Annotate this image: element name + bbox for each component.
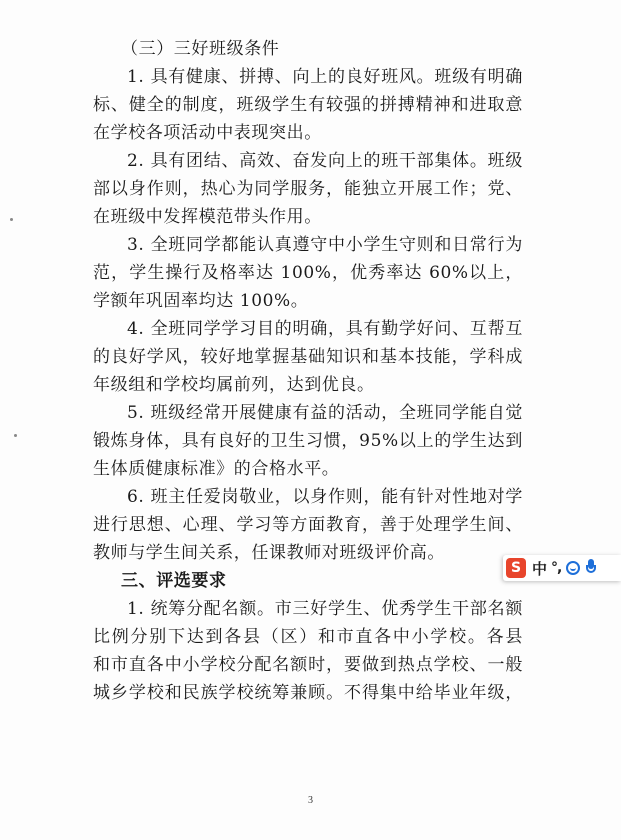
page-number: 3	[308, 795, 313, 806]
paragraph-line: 1. 统筹分配名额。市三好学生、优秀学生干部名额	[127, 599, 523, 619]
main-heading: 三、评选要求	[121, 571, 227, 591]
paragraph-6	[93, 483, 523, 567]
paragraph-line: 年级组和学校均属前列，达到优良。	[93, 375, 375, 395]
paragraph-line: 进行思想、心理、学习等方面教育，善于处理学生间、	[93, 515, 523, 535]
paragraph-line: 学额年巩固率均达 100%。	[93, 291, 309, 311]
paragraph-1	[93, 63, 523, 147]
paragraph-line: 在班级中发挥模范带头作用。	[93, 207, 322, 227]
paragraph-4	[93, 315, 523, 399]
scan-speck	[14, 434, 17, 437]
emoji-icon[interactable]	[566, 561, 580, 575]
paragraph-line: 部以身作则，热心为同学服务，能独立开展工作；党、	[93, 179, 523, 199]
punctuation-toggle[interactable]: °,	[551, 560, 562, 576]
paragraph-line: 教师与学生间关系，任课教师对班级评价高。	[93, 543, 445, 563]
paragraph-line: 在学校各项活动中表现突出。	[93, 123, 322, 143]
paragraph-3	[93, 231, 523, 315]
final-paragraph	[93, 595, 523, 707]
paragraph-line: 2. 具有团结、高效、奋发向上的班干部集体。班级	[127, 151, 523, 171]
ime-toolbar[interactable]	[503, 555, 621, 581]
paragraph-line: 和市直各中小学校分配名额时，要做到热点学校、一般	[93, 655, 523, 675]
paragraph-line: 4. 全班同学学习目的明确，具有勤学好问、互帮互	[127, 319, 523, 339]
document-body	[93, 35, 523, 707]
paragraph-line: 生体质健康标准》的合格水平。	[93, 459, 340, 479]
scan-speck	[10, 218, 13, 221]
microphone-icon[interactable]	[586, 559, 596, 577]
sogou-logo-icon[interactable]: S	[506, 558, 526, 578]
paragraph-2	[93, 147, 523, 231]
paragraph-line: 3. 全班同学都能认真遵守中小学生守则和日常行为	[127, 235, 523, 255]
section-heading: （三）三好班级条件	[121, 39, 280, 59]
paragraph-line: 比例分别下达到各县（区）和市直各中小学校。各县	[93, 627, 523, 647]
input-mode-toggle[interactable]: 中	[532, 559, 548, 578]
paragraph-line: 1. 具有健康、拼搏、向上的良好班风。班级有明确	[127, 67, 523, 87]
paragraph-line: 标、健全的制度，班级学生有较强的拼搏精神和进取意	[93, 95, 523, 115]
paragraph-line: 6. 班主任爱岗敬业，以身作则，能有针对性地对学	[127, 487, 523, 507]
paragraph-5	[93, 399, 523, 483]
paragraph-line: 范，学生操行及格率达 100%，优秀率达 60%以上，	[93, 263, 523, 283]
paragraph-line: 城乡学校和民族学校统筹兼顾。不得集中给毕业年级，	[93, 683, 523, 703]
paragraph-line: 锻炼身体，具有良好的卫生习惯，95%以上的学生达到	[93, 431, 523, 451]
paragraph-line: 5. 班级经常开展健康有益的活动，全班同学能自觉	[127, 403, 523, 423]
paragraph-line: 的良好学风，较好地掌握基础知识和基本技能，学科成	[93, 347, 523, 367]
